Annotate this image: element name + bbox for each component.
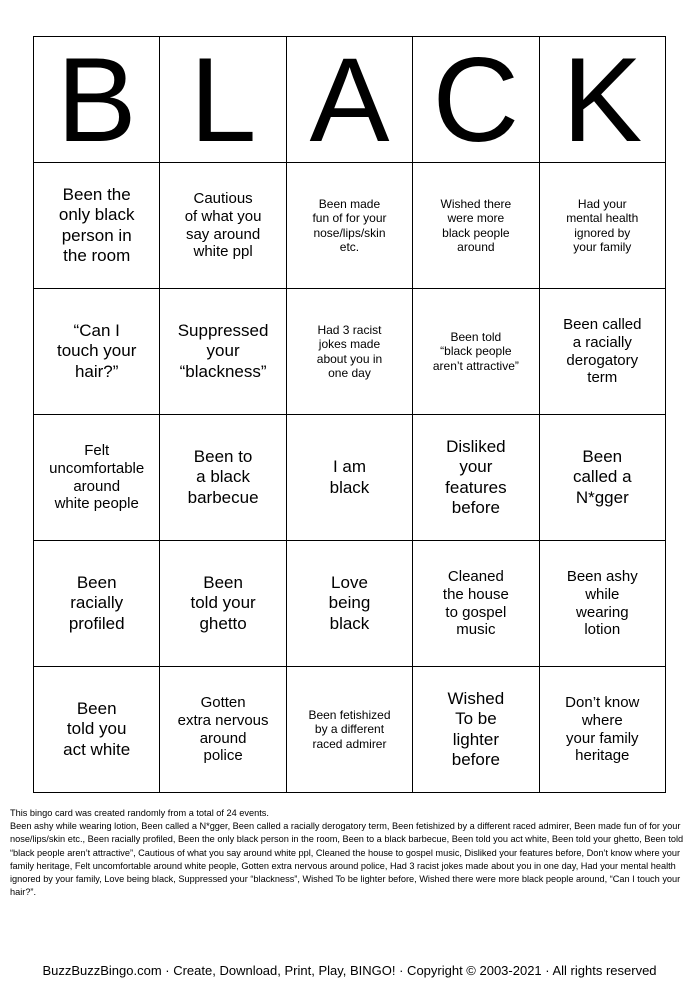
bingo-cell: Cautious of what you say around white ppl <box>160 163 286 289</box>
bingo-cell: Had your mental health ignored by your family <box>539 163 665 289</box>
header-letter: C <box>413 37 539 163</box>
bingo-cell: Been racially profiled <box>34 541 160 667</box>
bingo-cell: Wished To be lighter before <box>413 667 539 793</box>
site-footer: BuzzBuzzBingo.com · Create, Download, Print, Play, BINGO! · Copyright © 2003-2021 · All rights reserved <box>42 963 657 978</box>
event-footnote <box>10 807 690 899</box>
bingo-cell: Been the only black person in the room <box>34 163 160 289</box>
bingo-cell: Been told your ghetto <box>160 541 286 667</box>
bingo-cell: Been made fun of for your nose/lips/skin etc. <box>286 163 412 289</box>
bingo-cell: Don’t know where your family heritage <box>539 667 665 793</box>
bingo-row <box>34 667 666 793</box>
bingo-cell: I am black <box>286 415 412 541</box>
header-letter: B <box>34 37 160 163</box>
bingo-row <box>34 415 666 541</box>
bingo-cell: Been ashy while wearing lotion <box>539 541 665 667</box>
bingo-row <box>34 163 666 289</box>
bingo-grid <box>33 32 666 793</box>
bingo-cell: “Can I touch your hair?” <box>34 289 160 415</box>
bingo-cell: Gotten extra nervous around police <box>160 667 286 793</box>
bingo-cell: Been told you act white <box>34 667 160 793</box>
bingo-row <box>34 289 666 415</box>
bingo-cell: Suppressed your “blackness” <box>160 289 286 415</box>
header-letter: L <box>160 37 286 163</box>
bingo-cell: Had 3 racist jokes made about you in one day <box>286 289 412 415</box>
bingo-cell: Been to a black barbecue <box>160 415 286 541</box>
footnote-intro: This bingo card was created randomly from a total of 24 events. <box>10 808 269 818</box>
bingo-row <box>34 541 666 667</box>
bingo-cell: Cleaned the house to gospel music <box>413 541 539 667</box>
footnote-event-list: Been ashy while wearing lotion, Been called a N*gger, Been called a racially derogatory term, Been fetishized by a different raced admirer, Been made fun of for your nose/lips/skin etc., Been racially profiled, Been the only black person in the room, Been to a black barbecue, Been told you act white, Been told your ghetto, Been told “black people aren’t attractive”, Cautious of what you say around white ppl, Cleaned the house to gospel music, Disliked your features before, Don’t know where your family heritage, Felt uncomfortable around white people, Gotten extra nervous around police, Had 3 racist jokes made about you in one day, Had your mental health ignored by your family, Love being black, Suppressed your “blackness”, Wished To be lighter before, Wished there were more black people around, “Can I touch your hair?”. <box>10 821 684 898</box>
bingo-cell: Disliked your features before <box>413 415 539 541</box>
header-letter: K <box>539 37 665 163</box>
bingo-cell: Been told “black people aren’t attractive” <box>413 289 539 415</box>
bingo-cell: Been called a racially derogatory term <box>539 289 665 415</box>
bingo-cell: Been called a N*gger <box>539 415 665 541</box>
bingo-cell: Felt uncomfortable around white people <box>34 415 160 541</box>
header-letter: A <box>286 37 412 163</box>
bingo-cell: Wished there were more black people around <box>413 163 539 289</box>
header-row <box>34 37 666 163</box>
bingo-card <box>33 32 666 796</box>
bingo-cell: Love being black <box>286 541 412 667</box>
bingo-cell: Been fetishized by a different raced admirer <box>286 667 412 793</box>
